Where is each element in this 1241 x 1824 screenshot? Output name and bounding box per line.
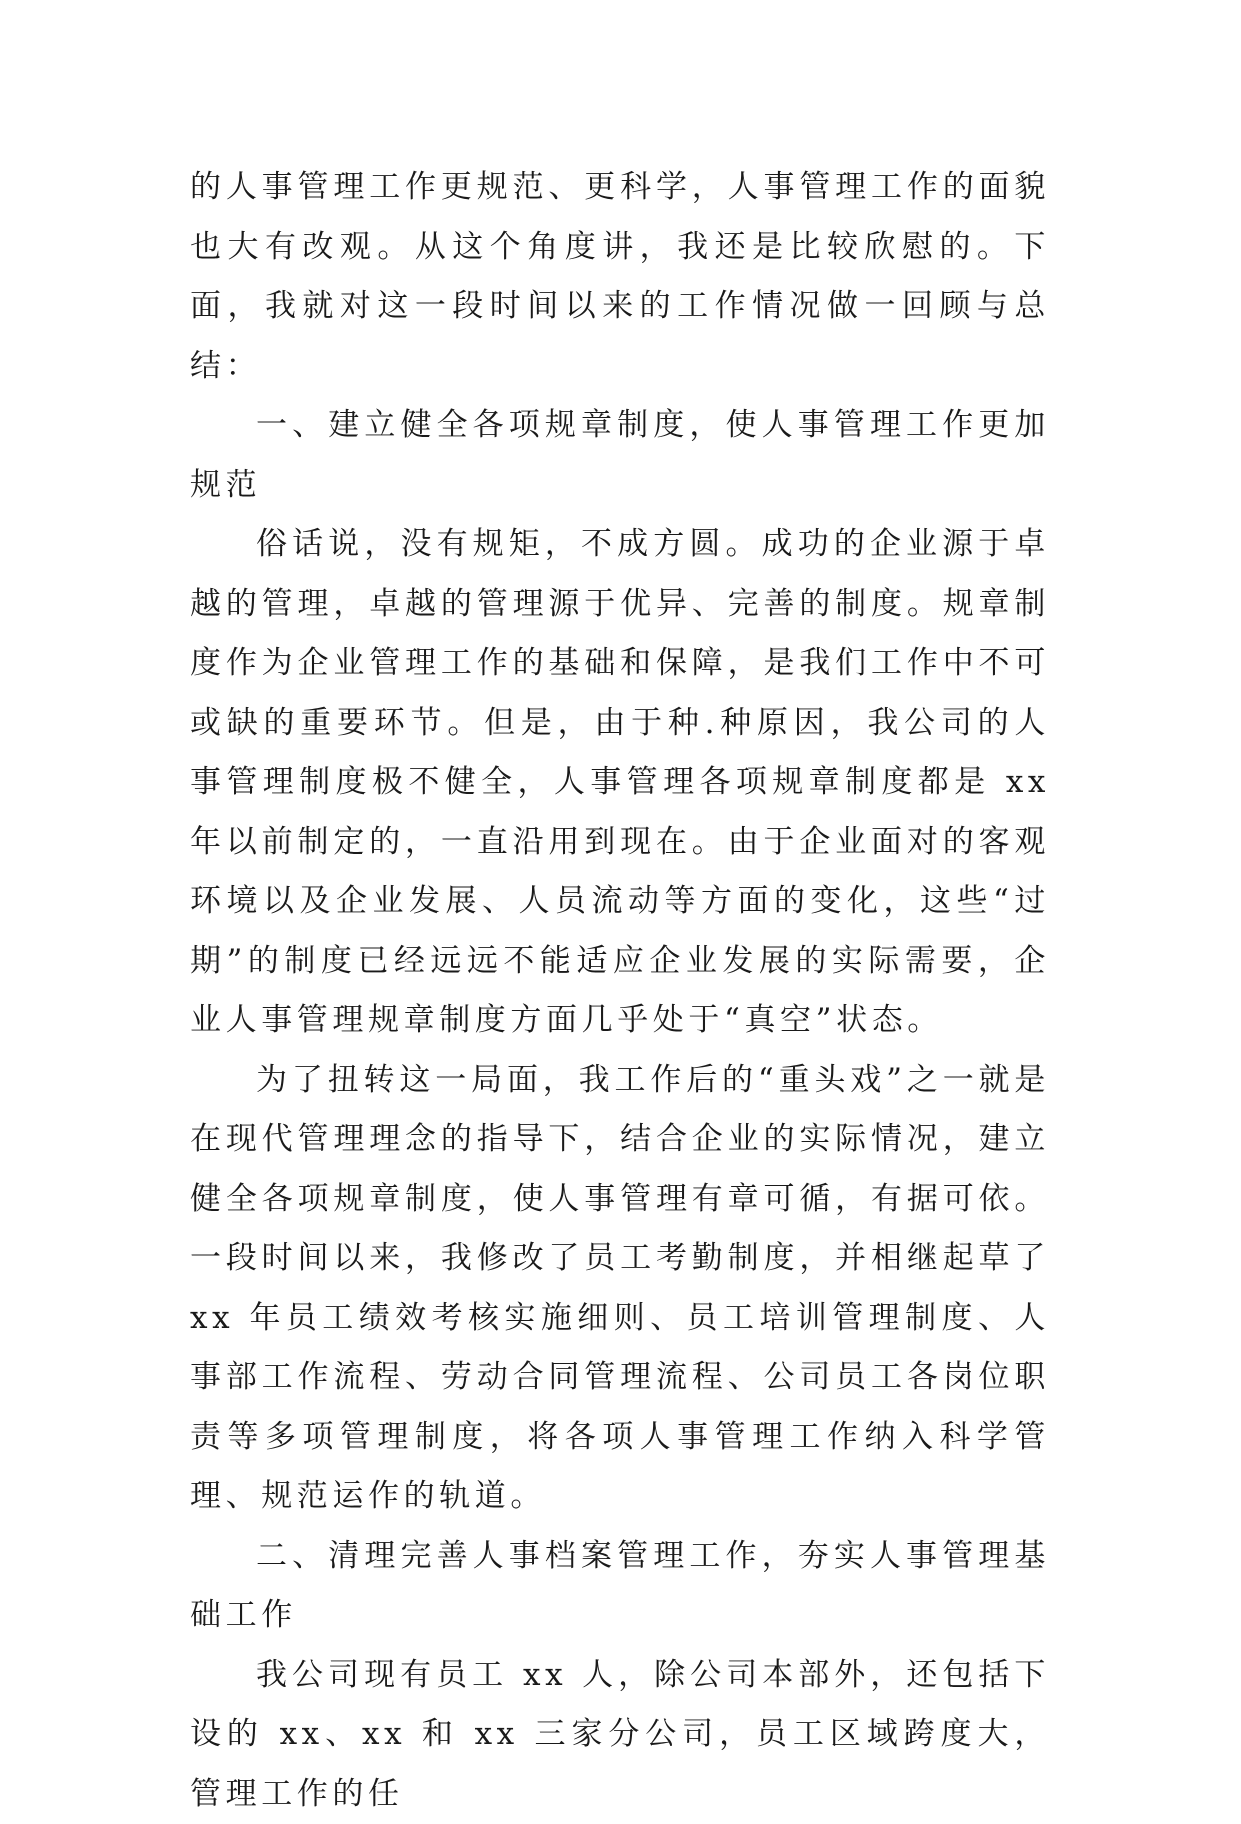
section-heading-2: 二、清理完善人事档案管理工作，夯实人事管理基础工作 <box>190 1527 1050 1646</box>
paragraph-rules-actions: 为了扭转这一局面，我工作后的“重头戏”之一就是在现代管理理念的指导下，结合企业的实际情况，建立健全各项规章制度，使人事管理有章可循，有据可依。一段时间以来，我修改了员工考勤制度，并相继起草了 xx 年员工绩效考核实施细则、员工培训管理制度、人事部工作流程、劳动合同管理流程、公司员工各岗位职责等多项管理制度，将各项人事管理工作纳入科学管理、规范运作的轨道。 <box>190 1051 1050 1527</box>
section-heading-1: 一、建立健全各项规章制度，使人事管理工作更加规范 <box>190 396 1050 515</box>
document-body <box>190 158 1050 1824</box>
paragraph-rules-background: 俗话说，没有规矩，不成方圆。成功的企业源于卓越的管理，卓越的管理源于优异、完善的制度。规章制度作为企业管理工作的基础和保障，是我们工作中不可或缺的重要环节。但是，由于种.种原因，我公司的人事管理制度极不健全，人事管理各项规章制度都是 xx 年以前制定的，一直沿用到现在。由于企业面对的客观环境以及企业发展、人员流动等方面的变化，这些“过期”的制度已经远远不能适应企业发展的实际需要，企业人事管理规章制度方面几乎处于“真空”状态。 <box>190 515 1050 1051</box>
paragraph-intro-continuation: 的人事管理工作更规范、更科学，人事管理工作的面貌也大有改观。从这个角度讲，我还是比较欣慰的。下面，我就对这一段时间以来的工作情况做一回顾与总结： <box>190 158 1050 396</box>
paragraph-staff-overview: 我公司现有员工 xx 人，除公司本部外，还包括下设的 xx、xx 和 xx 三家分公司，员工区域跨度大，管理工作的任 <box>190 1646 1050 1824</box>
